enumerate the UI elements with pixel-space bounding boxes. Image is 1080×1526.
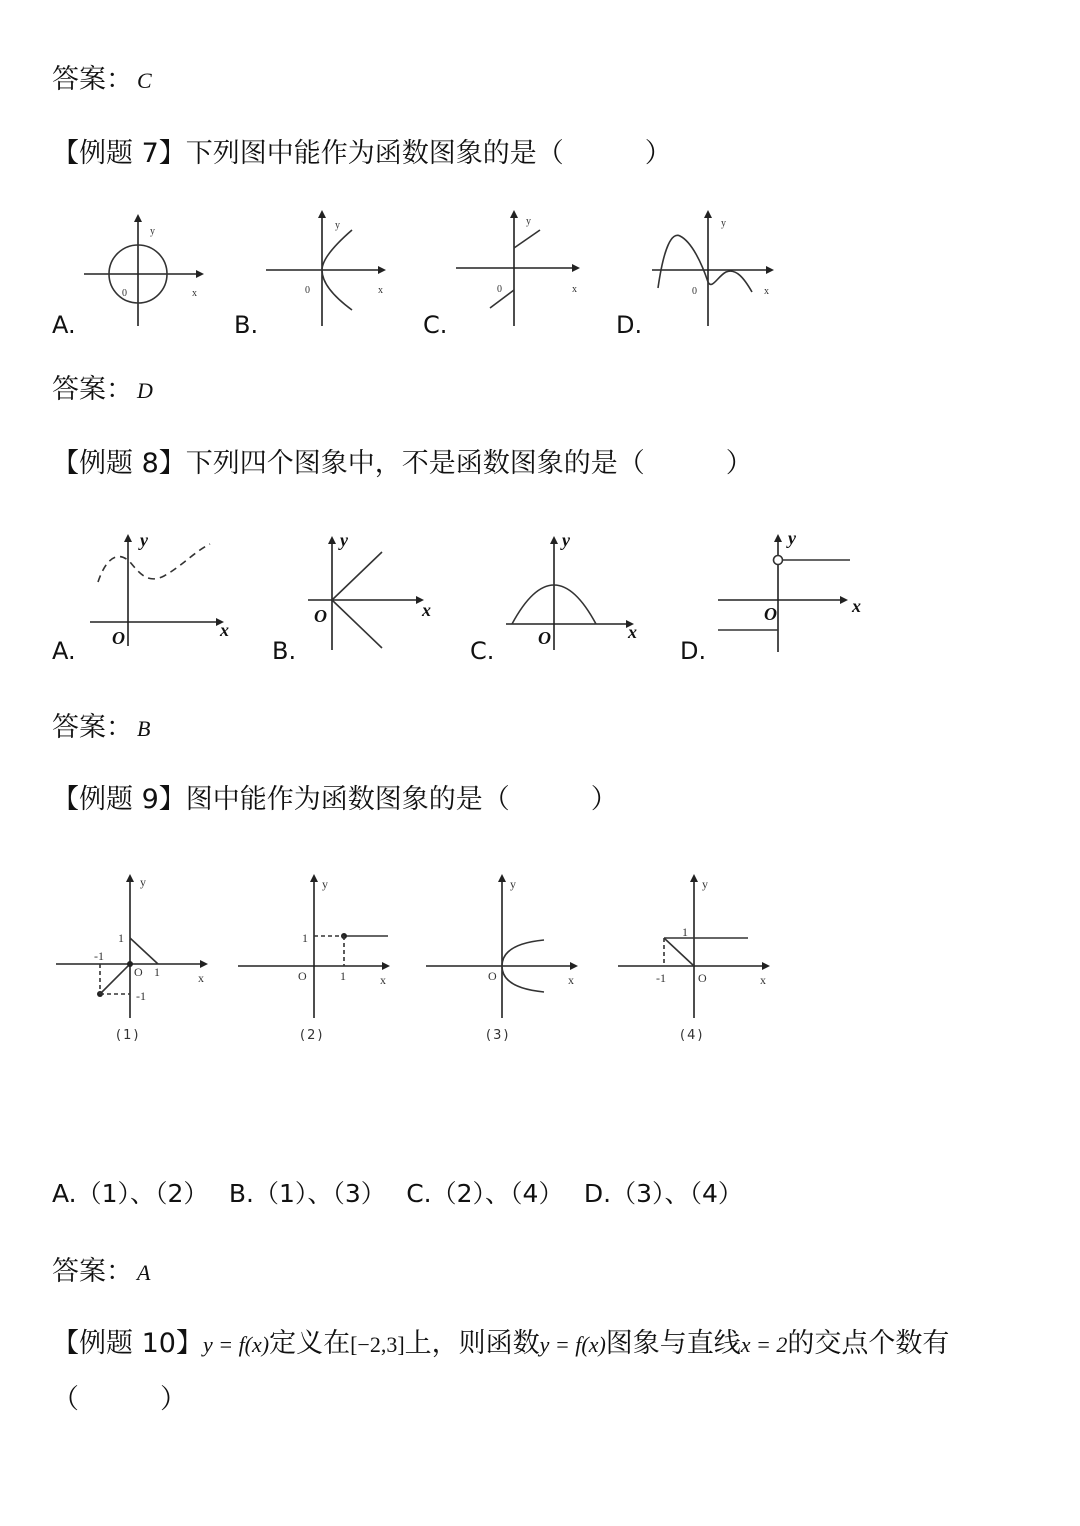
ex7-graph-a-circle bbox=[80, 210, 210, 330]
origin-label: 0 bbox=[122, 288, 127, 299]
tick-label-x-1: 1 bbox=[154, 965, 160, 979]
ex9-caption-4: (4) bbox=[680, 1028, 705, 1043]
ex10-blank: （ ） bbox=[52, 1384, 187, 1415]
answer-value: A bbox=[137, 1260, 151, 1285]
origin-label: O bbox=[698, 971, 707, 985]
tick-label-y-1: 1 bbox=[682, 925, 688, 939]
tick-label-x-neg1: -1 bbox=[656, 971, 666, 985]
answer-value: D bbox=[137, 378, 153, 403]
x-axis-label: x bbox=[628, 622, 637, 642]
x-axis-label: x bbox=[760, 973, 766, 987]
x-axis-label: x bbox=[220, 620, 229, 640]
ex10-expr-1: y = f(x) bbox=[202, 1332, 270, 1357]
ex7-option-c-label: C. bbox=[423, 311, 448, 339]
ex10-interval: [−2,3] bbox=[350, 1332, 405, 1357]
origin-label: O bbox=[112, 628, 125, 648]
ex10-text-4: 的交点个数有 bbox=[787, 1328, 950, 1359]
ex10-text-3: 图象与直线 bbox=[605, 1328, 741, 1359]
origin-label: O bbox=[314, 606, 327, 626]
tick-label-x-neg1: -1 bbox=[94, 949, 104, 963]
ex7-option-a-label: A. bbox=[52, 311, 76, 339]
ex7-option-b-label: B. bbox=[234, 311, 259, 339]
ex9-caption-2: (2) bbox=[300, 1028, 325, 1043]
ex9-graph-1 bbox=[54, 870, 214, 1022]
y-axis-label: y bbox=[140, 530, 148, 550]
ex8-graph-c-parabola bbox=[502, 530, 650, 654]
y-axis-label: y bbox=[322, 877, 328, 891]
example-7-title: 【例题 7】下列图中能作为函数图象的是（ ） bbox=[52, 138, 672, 169]
ex9-graph-3 bbox=[424, 870, 584, 1022]
origin-label: 0 bbox=[692, 286, 697, 297]
ex8-option-c-label: C. bbox=[470, 637, 495, 665]
ex7-graph-b-parabola bbox=[262, 206, 392, 330]
y-axis-label: y bbox=[526, 216, 531, 227]
x-axis-label: x bbox=[764, 286, 769, 297]
y-axis-label: y bbox=[702, 877, 708, 891]
y-axis-label: y bbox=[340, 530, 348, 550]
ex10-expr-3: x = 2 bbox=[740, 1332, 788, 1357]
ex7-graph-c-segments bbox=[452, 206, 588, 330]
x-axis-label: x bbox=[852, 596, 861, 616]
example-8-title: 【例题 8】下列四个图象中，不是函数图象的是（ ） bbox=[52, 448, 753, 479]
ex7-graph-d-wave bbox=[648, 206, 782, 330]
origin-label: O bbox=[488, 969, 497, 983]
y-axis-label: y bbox=[510, 877, 516, 891]
x-axis-label: x bbox=[198, 971, 204, 985]
x-axis-label: x bbox=[380, 973, 386, 987]
y-axis-label: y bbox=[140, 875, 146, 889]
ex8-option-a-label: A. bbox=[52, 637, 76, 665]
answer-label: 答案： bbox=[52, 374, 133, 405]
origin-label: 0 bbox=[497, 284, 502, 295]
tick-label-y-neg1: -1 bbox=[136, 989, 146, 1003]
ex10-prefix: 【例题 10】 bbox=[52, 1328, 203, 1359]
answer-6 bbox=[52, 62, 152, 99]
answer-7 bbox=[52, 372, 153, 409]
ex8-option-d-label: D. bbox=[680, 637, 707, 665]
origin-label: 0 bbox=[305, 285, 310, 296]
y-axis-label: y bbox=[562, 530, 570, 550]
ex8-graph-b-sideways-v bbox=[304, 530, 438, 654]
x-axis-label: x bbox=[192, 288, 197, 299]
x-axis-label: x bbox=[572, 284, 577, 295]
tick-label-y-1: 1 bbox=[302, 931, 308, 945]
answer-8 bbox=[52, 710, 150, 747]
ex8-option-b-label: B. bbox=[272, 637, 297, 665]
answer-label: 答案： bbox=[52, 712, 133, 743]
y-axis-label: y bbox=[150, 226, 155, 237]
origin-label: O bbox=[764, 604, 777, 624]
y-axis-label: y bbox=[721, 218, 726, 229]
example-9-title: 【例题 9】图中能作为函数图象的是（ ） bbox=[52, 784, 618, 815]
x-axis-label: x bbox=[378, 285, 383, 296]
ex8-graph-d-step bbox=[714, 528, 874, 656]
answer-value: B bbox=[137, 716, 151, 741]
x-axis-label: x bbox=[422, 600, 431, 620]
answer-label: 答案： bbox=[52, 1256, 133, 1287]
answer-value: C bbox=[137, 68, 152, 93]
ex10-text-1: 定义在 bbox=[269, 1328, 351, 1359]
ex10-text-2: 上，则函数 bbox=[404, 1328, 540, 1359]
ex10-expr-2: y = f(x) bbox=[539, 1332, 606, 1357]
ex7-option-d-label: D. bbox=[616, 311, 643, 339]
ex8-graph-a-dashed-wave bbox=[86, 528, 238, 652]
ex9-graph-4 bbox=[616, 870, 776, 1022]
ex9-graph-2 bbox=[236, 870, 396, 1022]
origin-label: O bbox=[538, 628, 551, 648]
y-axis-label: y bbox=[335, 220, 340, 231]
ex9-caption-3: (3) bbox=[486, 1028, 511, 1043]
answer-label: 答案： bbox=[52, 64, 133, 95]
ex9-choices: A.（1）、（2） B.（1）、（3） C.（2）、（4） D.（3）、（4） bbox=[52, 1179, 743, 1208]
tick-label-x-1: 1 bbox=[340, 969, 346, 983]
example-10-title bbox=[52, 1326, 949, 1363]
ex9-caption-1: (1) bbox=[116, 1028, 141, 1043]
origin-label: O bbox=[298, 969, 307, 983]
answer-9 bbox=[52, 1254, 150, 1291]
y-axis-label: y bbox=[788, 528, 796, 548]
x-axis-label: x bbox=[568, 973, 574, 987]
origin-label: O bbox=[134, 965, 143, 979]
tick-label-y-1: 1 bbox=[118, 931, 124, 945]
